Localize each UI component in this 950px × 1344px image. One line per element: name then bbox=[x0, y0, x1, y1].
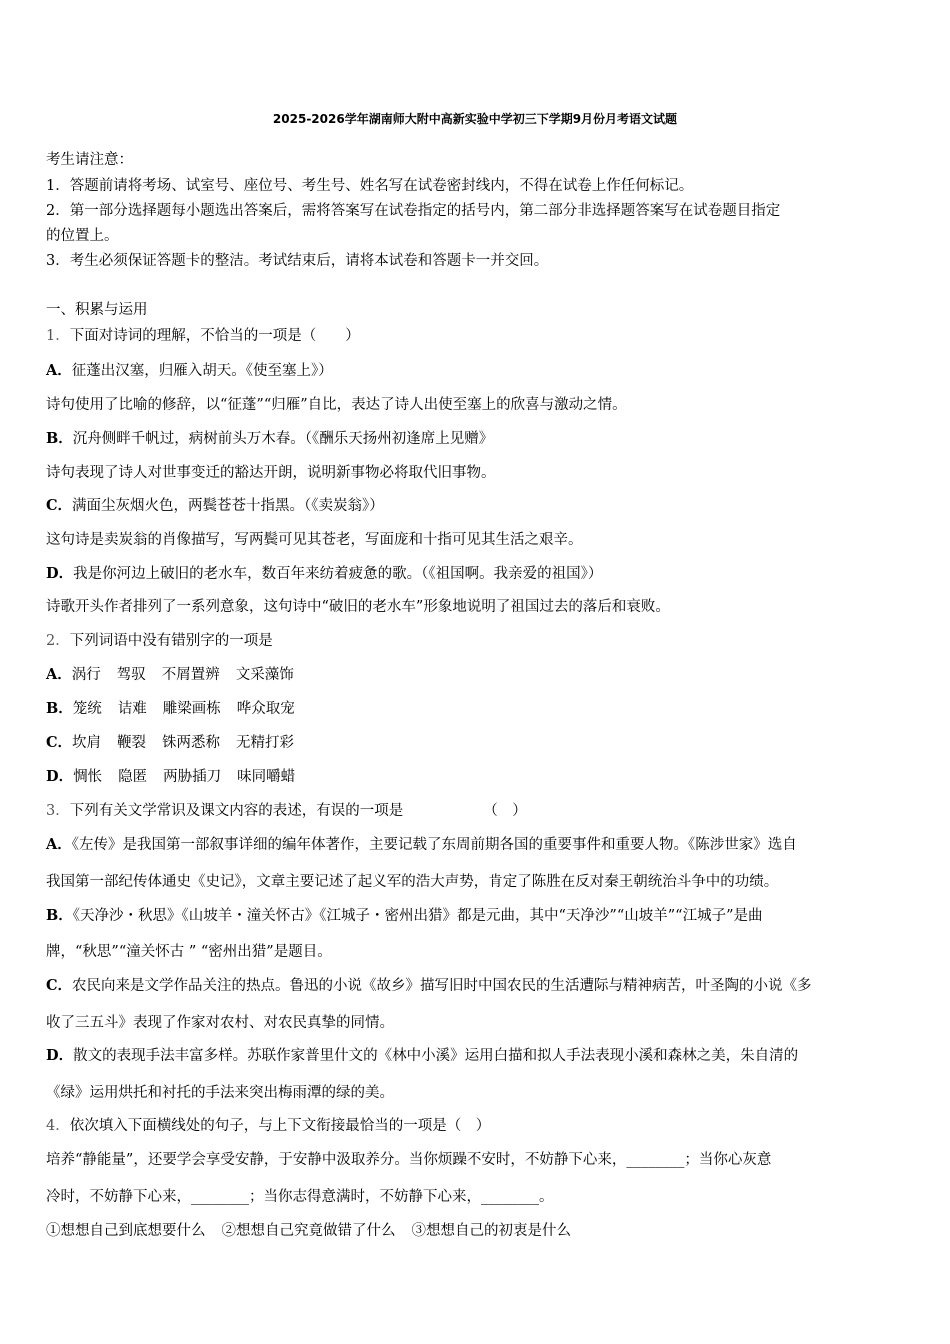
q1-option-b bbox=[46, 429, 493, 449]
q2-option-b bbox=[46, 699, 295, 719]
word: 驾驭 bbox=[116, 667, 146, 683]
word: 味同嚼蜡 bbox=[237, 769, 296, 785]
option-text: 我是你河边上破旧的老水车，数百年来纺着疲惫的歌。（《祖国啊。我亲爱的祖国》） bbox=[73, 566, 603, 582]
q3-option-a-cont: 我国第一部纪传体通史《史记》，文章主要记述了起义军的浩大声势，肯定了陈胜在反对秦王朝统治斗争中的功绩。 bbox=[46, 874, 779, 890]
option-label: D． bbox=[46, 1047, 74, 1064]
word: 诘难 bbox=[117, 701, 147, 717]
option-text: 征蓬出汉塞，归雁入胡天。《使至塞上》） bbox=[71, 363, 333, 379]
q1-option-c bbox=[46, 496, 384, 516]
question-number: 1． bbox=[46, 328, 70, 344]
q1-option-d bbox=[46, 564, 602, 584]
choice-item: ②想想自己究竟做错了什么 bbox=[221, 1223, 396, 1239]
notice-item: 1．答题前请将考场、试室号、座位号、考生号、姓名写在试卷密封线内，不得在试卷上作任何标记。 bbox=[46, 178, 694, 194]
word: 隐匿 bbox=[118, 769, 148, 785]
q3-option-d bbox=[46, 1046, 798, 1066]
option-text: 满面尘灰烟火色，两鬓苍苍十指黑。（《卖炭翁》） bbox=[72, 498, 384, 514]
word: 雕梁画栋 bbox=[162, 701, 221, 717]
question-3-stem bbox=[46, 801, 527, 821]
option-label: B． bbox=[46, 700, 73, 717]
word: 哗众取宠 bbox=[236, 701, 295, 717]
notice-item: 2．第一部分选择题每小题选出答案后，需将答案写在试卷指定的括号内，第二部分非选择题答案写在试卷题目指定 bbox=[46, 203, 781, 219]
choice-item: ①想想自己到底想要什么 bbox=[46, 1223, 206, 1239]
option-label: B． bbox=[46, 907, 73, 924]
option-label: A． bbox=[46, 362, 72, 379]
question-text: 下面对诗词的理解，不恰当的一项是（ ） bbox=[69, 328, 360, 344]
choice-item: ③想想自己的初衷是什么 bbox=[411, 1223, 571, 1239]
notice-item: 的位置上。 bbox=[46, 228, 119, 244]
q1-option-a bbox=[46, 361, 333, 381]
q3-option-c-cont: 收了三五斗》表现了作家对农村、对农民真挚的同情。 bbox=[46, 1015, 394, 1031]
question-number: 3． bbox=[46, 803, 70, 819]
answer-bracket: （ ） bbox=[483, 803, 527, 819]
question-number: 2． bbox=[46, 633, 70, 649]
notice-heading: 考生请注意： bbox=[46, 152, 133, 168]
word: 铢两悉称 bbox=[162, 735, 221, 751]
q2-option-d bbox=[46, 767, 295, 787]
word: 两胁插刀 bbox=[163, 769, 222, 785]
option-text: 《左传》是我国第一部叙事详细的编年体著作，主要记载了东周前期各国的重要事件和重要人物。《陈涉世家》选自 bbox=[71, 837, 797, 853]
q1-option-a-note: 诗句使用了比喻的修辞，以“征蓬”“归雁”自比，表达了诗人出使至塞上的欣喜与激动之情。 bbox=[46, 397, 627, 413]
q1-option-d-note: 诗歌开头作者排列了一系列意象，这句诗中“破旧的老水车”形象地说明了祖国过去的落后和衰败。 bbox=[46, 599, 670, 615]
word: 笼统 bbox=[72, 701, 102, 717]
q3-option-d-cont: 《绿》运用烘托和衬托的手法来突出梅雨潭的绿的美。 bbox=[46, 1085, 394, 1101]
q3-option-c bbox=[46, 976, 812, 996]
option-label: B． bbox=[46, 430, 73, 447]
q4-choices bbox=[46, 1221, 571, 1241]
option-label: D． bbox=[46, 768, 74, 785]
question-1-stem bbox=[46, 326, 360, 346]
option-text: 农民向来是文学作品关注的热点。鲁迅的小说《故乡》描写旧时中国农民的生活遭际与精神病苦，叶圣陶的小说《多 bbox=[72, 978, 812, 994]
q2-option-c bbox=[46, 733, 294, 753]
question-text: 下列词语中没有错别字的一项是 bbox=[69, 633, 273, 649]
question-number: 4． bbox=[46, 1118, 70, 1134]
option-label: C． bbox=[46, 977, 73, 994]
q3-option-a bbox=[46, 835, 797, 855]
question-text: 依次填入下面横线处的句子，与上下文衔接最恰当的一项是（ ） bbox=[69, 1118, 491, 1134]
page-title: 2025-2026学年湖南师大附中高新实验中学初三下学期9月份月考语文试题 bbox=[272, 112, 678, 126]
question-4-stem bbox=[46, 1116, 490, 1136]
q4-passage-line: 培养“静能量”，还要学会享受安静，于安静中汲取养分。当你烦躁不安时，不妨静下心来，________；当你心灰意 bbox=[46, 1152, 772, 1168]
option-label: D． bbox=[46, 565, 74, 582]
q3-option-b-cont: 牌，“秋思”“潼关怀古 ” “密州出猎”是题目。 bbox=[46, 944, 332, 960]
option-text: 《天净沙・秋思》《山坡羊・潼关怀古》《江城子・密州出猎》都是元曲，其中“天净沙”“山坡羊”“江城子”是曲 bbox=[72, 908, 763, 924]
option-label: A． bbox=[46, 666, 72, 683]
word: 坎肩 bbox=[72, 735, 102, 751]
word: 涡行 bbox=[71, 667, 101, 683]
word: 无精打彩 bbox=[236, 735, 295, 751]
option-label: C． bbox=[46, 497, 73, 514]
word: 鞭裂 bbox=[117, 735, 147, 751]
word: 不屑置辨 bbox=[161, 667, 220, 683]
q4-passage-line: 冷时，不妨静下心来，________；当你志得意满时，不妨静下心来，________。 bbox=[46, 1189, 554, 1205]
q1-option-b-note: 诗句表现了诗人对世事变迁的豁达开朗，说明新事物必将取代旧事物。 bbox=[46, 465, 496, 481]
option-text: 沉舟侧畔千帆过，病树前头万木春。（《酬乐天扬州初逢席上见赠》 bbox=[72, 431, 494, 447]
q3-option-b bbox=[46, 906, 763, 926]
section-heading: 一、积累与运用 bbox=[46, 302, 148, 318]
option-label: C． bbox=[46, 734, 73, 751]
word: 惆怅 bbox=[73, 769, 103, 785]
q2-option-a bbox=[46, 665, 294, 685]
notice-item: 3．考生必须保证答题卡的整洁。考试结束后，请将本试卷和答题卡一并交回。 bbox=[46, 253, 549, 269]
q1-option-c-note: 这句诗是卖炭翁的肖像描写，写两鬓可见其苍老，写面庞和十指可见其生活之艰辛。 bbox=[46, 532, 583, 548]
option-label: A． bbox=[46, 836, 72, 853]
question-text: 下列有关文学常识及课文内容的表述，有误的一项是 bbox=[69, 803, 404, 819]
question-2-stem bbox=[46, 631, 273, 651]
option-text: 散文的表现手法丰富多样。苏联作家普里什文的《林中小溪》运用白描和拟人手法表现小溪和森林之美，朱自清的 bbox=[73, 1048, 799, 1064]
word: 文采藻饰 bbox=[235, 667, 294, 683]
